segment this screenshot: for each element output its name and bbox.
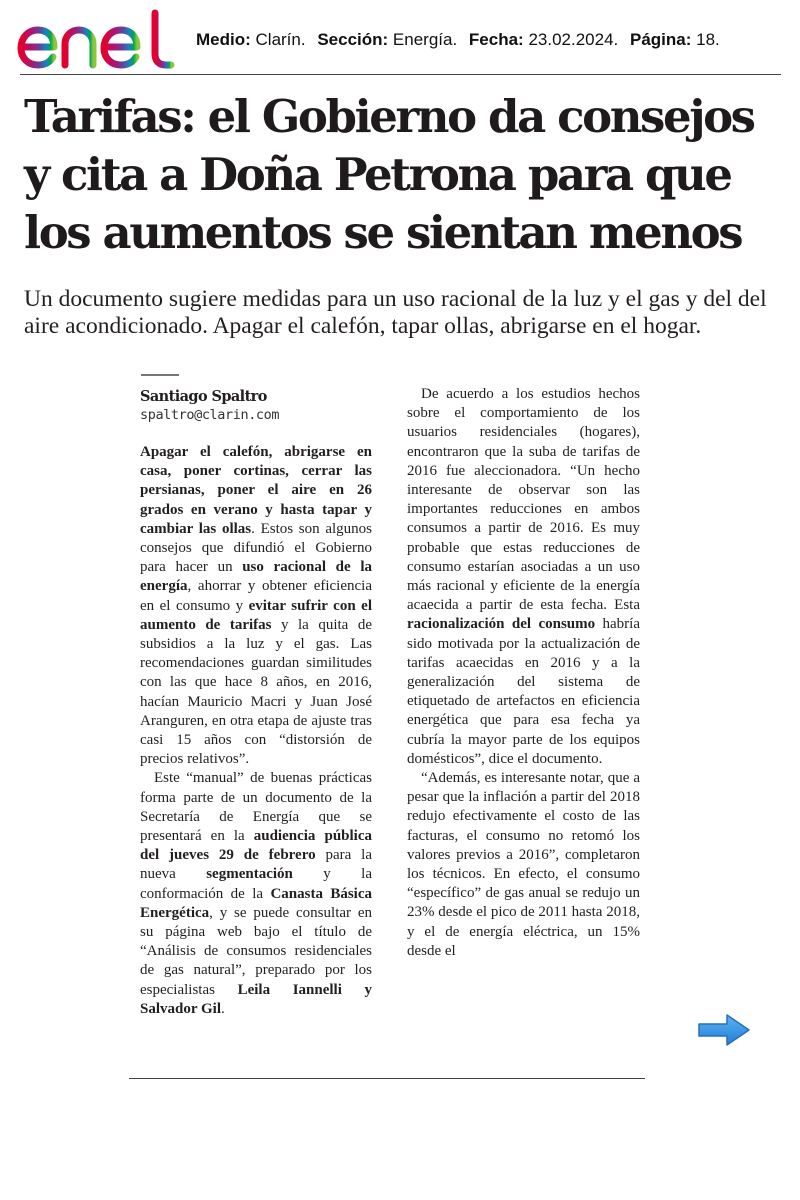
bold-text: racionalización del consumo (407, 616, 596, 633)
body-text: Este “manual” de buenas prácticas forma parte de un documento de la Secretaría de Energía que se presentará en la (140, 770, 372, 845)
paragraph-4: “Además, es interesante notar, que a pesar que la inflación a partir del 2018 redujo efectivamente el costo de las facturas, el consumo no retomó los valores previos a 2016”, completaron los técnicos. En efecto, el consumo “específico” de gas anual se redujo un 23% desde el pico de 2011 hasta 2018, y el de energía eléctrica, un 15% desde el (407, 770, 640, 959)
fecha-label: Fecha: (468, 30, 524, 49)
bold-text: Apagar el calefón, abrigarse en casa, poner cortinas, cerrar las persianas, poner el aire en 26 grados en verano y hasta tapar y cambiar las ollas (140, 444, 372, 537)
body-text: habría sido motivada por la actualización de tarifas acaecidas en 2016 y a la generalización del sistema de etiquetado de artefactos en eficiencia energética que para esa fecha ya cubría la mayor parte de los equipos domésticos”, dice el documento. (407, 616, 640, 767)
body-text: y la quita de subsidios a la luz y el gas. Las recomendaciones guardan similitudes con las que hace 8 años, en 2016, hacían Mauricio Macri y Juan José Aranguren, en otra etapa de ajuste tras casi 15 años con “distorsión de precios relativos”. (140, 616, 372, 768)
body-text: , y se puede consultar en su página web bajo el título de “Análisis de consumos residenciales de gas natural”, preparado por los especialistas (140, 904, 372, 998)
bold-text: Leila Iannelli y Salvador Gil (140, 981, 372, 1017)
seccion-label: Sección: (317, 30, 389, 49)
byline-divider (141, 374, 179, 376)
body-text: . Estos son algunos consejos que difundió el Gobierno para hacer un (140, 520, 372, 576)
body-text: y la conformación de la (140, 866, 372, 902)
article-headline: Tarifas: el Gobierno da consejos y cita a Doña Petrona para que los aumentos se sientan menos (24, 90, 754, 259)
article-subhead: Un documento sugiere medidas para un uso racional de la luz y el gas y del del aire acondicionado. Apagar el calefón, tapar ollas, abrigarse en el hogar. (24, 286, 767, 339)
body-text: para la nueva (140, 847, 373, 883)
seccion-value: Energía. (392, 30, 458, 49)
body-text: . (221, 1000, 225, 1017)
bold-text: evitar sufrir con el aumento de tarifas (140, 597, 372, 633)
paragraph-3 (407, 385, 640, 769)
header-divider (20, 74, 781, 75)
author-email: spaltro@clarin.com (140, 407, 280, 423)
fecha-value: 23.02.2024. (528, 30, 619, 49)
source-metadata (196, 30, 720, 50)
author-name: Santiago Spaltro (140, 388, 267, 405)
enel-logo (14, 8, 182, 70)
bold-text: audiencia pública del jueves 29 de febrero (140, 828, 372, 864)
article-column-right (407, 385, 640, 961)
body-text: , ahorrar y obtener eficiencia en el consumo y (140, 578, 372, 614)
next-page-arrow-icon[interactable] (697, 1013, 751, 1047)
medio-value: Clarín. (255, 30, 306, 49)
paragraph-2 (140, 769, 372, 1019)
bold-text: Canasta Básica Energética (140, 885, 372, 921)
medio-label: Medio: (196, 30, 251, 49)
body-text: De acuerdo a los estudios hechos sobre el comportamiento de los usuarios residenciales (hogares), encontraron que la suba de tarifas de 2016 fue aleccionadora. “Un hecho interesante de observar son las importantes reducciones en ambos consumos a partir de 2016. Es muy probable que estas reducciones de consumo estarían asociadas a un uso más racional y eficiente de la energía acaecida a partir de esta fecha. Esta (407, 386, 640, 614)
pagina-label: Página: (630, 30, 692, 49)
bold-text: segmentación (206, 866, 293, 883)
paragraph-1 (140, 443, 372, 769)
article-column-left (140, 443, 372, 1019)
bold-text: uso racional de la energía (140, 559, 372, 595)
footer-divider (129, 1078, 645, 1079)
pagina-value: 18. (696, 30, 720, 49)
